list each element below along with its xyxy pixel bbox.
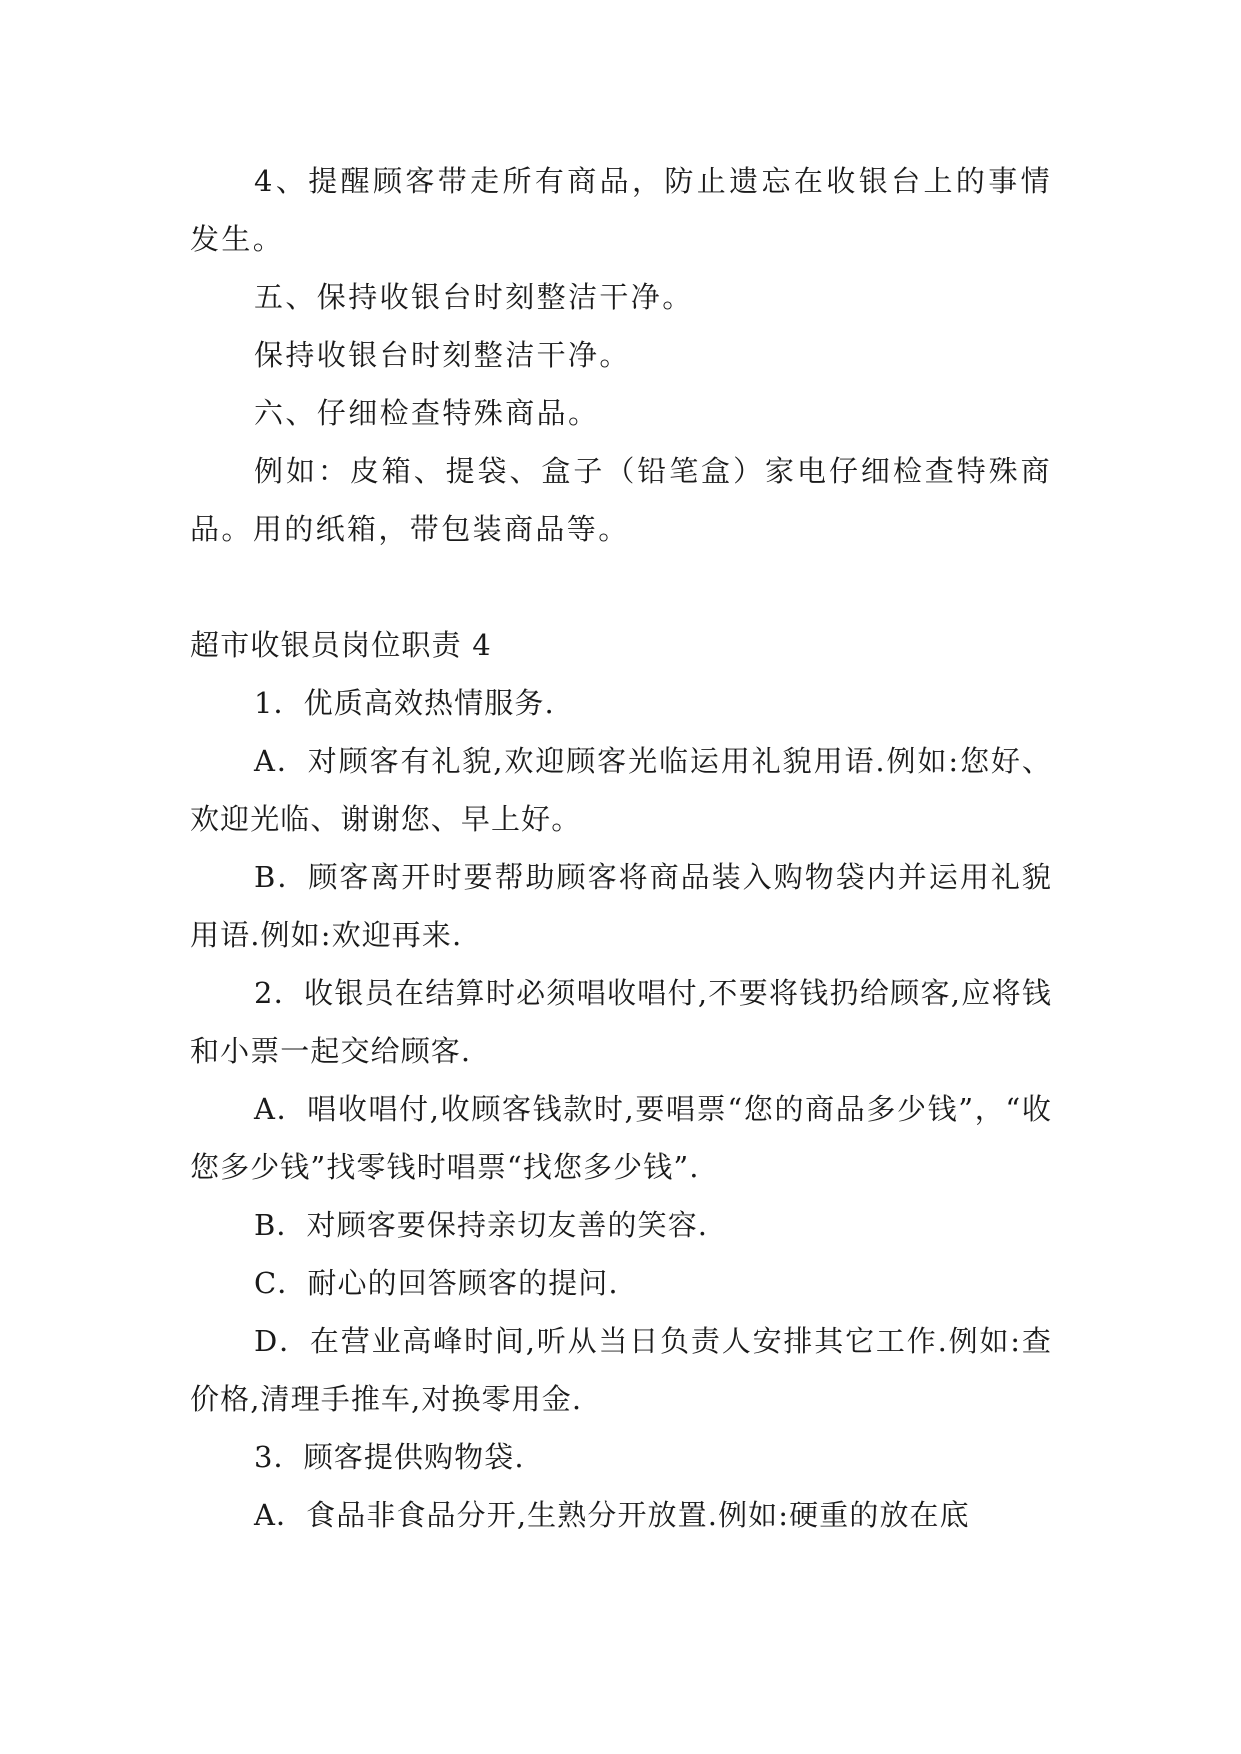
paragraph-section-six-body: 例如：皮箱、提袋、盒子（铅笔盒）家电仔细检查特殊商品。用的纸箱，带包装商品等。 xyxy=(190,454,1052,546)
list-item-1: 1．优质高效热情服务. xyxy=(254,686,555,720)
list-item-2c: C．耐心的回答顾客的提问. xyxy=(254,1266,619,1300)
section-heading: 超市收银员岗位职责 4 xyxy=(190,628,492,662)
list-item-3a: A．食品非食品分开,生熟分开放置.例如:硬重的放在底 xyxy=(254,1498,970,1532)
paragraph-section-six-title: 六、仔细检查特殊商品。 xyxy=(254,396,600,430)
paragraph-section-five-body: 保持收银台时刻整洁干净。 xyxy=(254,338,631,372)
list-item-2d: D．在营业高峰时间,听从当日负责人安排其它工作.例如:查价格,清理手推车,对换零用金. xyxy=(190,1324,1052,1416)
list-item-2b: B．对顾客要保持亲切友善的笑容. xyxy=(254,1208,709,1242)
paragraph-remind-items: 4、提醒顾客带走所有商品，防止遗忘在收银台上的事情发生。 xyxy=(190,164,1052,256)
list-item-2: 2．收银员在结算时必须唱收唱付,不要将钱扔给顾客,应将钱和小票一起交给顾客. xyxy=(190,976,1052,1068)
list-item-1a: A．对顾客有礼貌,欢迎顾客光临运用礼貌用语.例如:您好、欢迎光临、谢谢您、早上好。 xyxy=(190,744,1052,836)
paragraph-section-five-title: 五、保持收银台时刻整洁干净。 xyxy=(254,280,694,314)
document-body xyxy=(190,152,1052,1544)
list-item-1b: B．顾客离开时要帮助顾客将商品装入购物袋内并运用礼貌用语.例如:欢迎再来. xyxy=(190,860,1052,952)
list-item-2a: A．唱收唱付,收顾客钱款时,要唱票“您的商品多少钱”，“收您多少钱”找零钱时唱票“找您多少钱”. xyxy=(190,1092,1052,1184)
list-item-3: 3．顾客提供购物袋. xyxy=(254,1440,525,1474)
